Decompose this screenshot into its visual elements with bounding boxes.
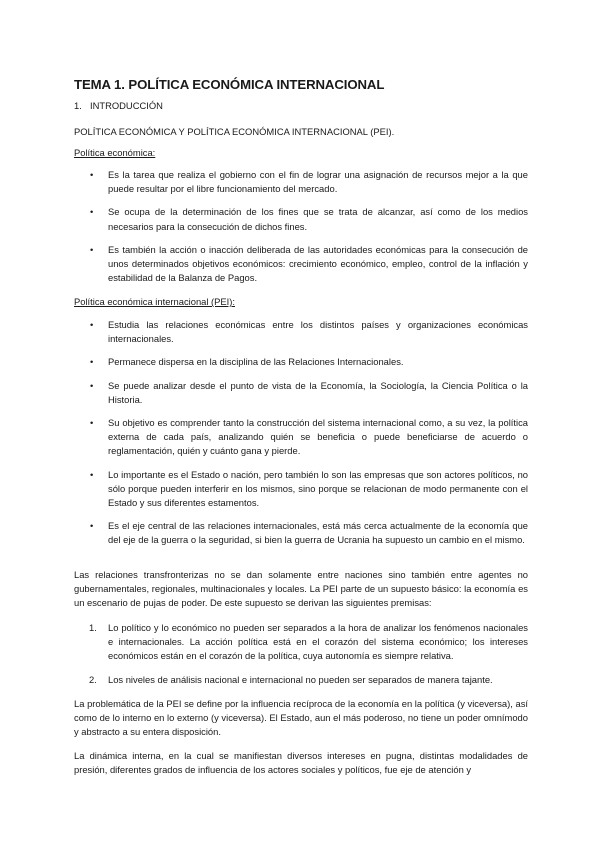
list-item: • Permanece dispersa en la disciplina de las Relaciones Internacionales. (74, 355, 528, 369)
politica-economica-list (74, 168, 528, 294)
bullet-icon: • (90, 169, 94, 180)
politica-economica-label: Política económica: (74, 147, 156, 158)
list-item: • Se puede analizar desde el punto de vista de la Economía, la Sociología, la Ciencia Política o la Historia. (90, 379, 528, 405)
premisas-list (74, 621, 528, 696)
list-item: • Su objetivo es comprender tanto la construcción del sistema internacional como, a su vez, la política externa de cada país, analizando quién se beneficia o puede beneficiarse de acuerdo o reglamentación, quién y cuánto gana y pierde. (90, 417, 528, 457)
paragraph-relaciones: Las relaciones transfronterizas no se dan solamente entre naciones sino también entre agentes no gubernamentales, regionales, multinacionales y locales. La PEI parte de un supuesto básico: la economía es un escenario de pujas de poder. De este supuesto se derivan las siguientes premisas: (74, 569, 528, 609)
bullet-icon: • (90, 356, 94, 368)
section-label: INTRODUCCIÓN (90, 100, 163, 111)
section-heading (74, 100, 163, 111)
bullet-icon: • (90, 468, 94, 480)
pei-list (74, 318, 528, 557)
list-number: 2. (89, 673, 97, 685)
bullet-icon: • (90, 319, 94, 330)
pei-label: Política económica internacional (PEI): (74, 296, 236, 307)
bullet-icon: • (90, 520, 94, 532)
list-item: • Lo importante es el Estado o nación, pero también lo son las empresas que son actores políticos, no sólo porque pueden interferir en los mismos, sino porque se relacionan de modo permanente con el Estado y sus diferentes estamentos. (90, 468, 528, 509)
section-number: 1. (74, 100, 82, 111)
subheading: POLÍTICA ECONÓMICA Y POLÍTICA ECONÓMICA INTERNACIONAL (PEI). (74, 126, 395, 137)
list-item: • Es el eje central de las relaciones internacionales, está más cerca actualmente de la economía que del eje de la guerra o la seguridad, si bien la guerra de Ucrania ha supuesto un cambio en el mismo. (90, 520, 528, 546)
bullet-icon: • (90, 417, 94, 429)
list-item: • Es la tarea que realiza el gobierno con el fin de lograr una asignación de recursos mejor a la que puede resultar por el libre funcionamiento del mercado. (90, 169, 528, 195)
document-title: TEMA 1. POLÍTICA ECONÓMICA INTERNACIONAL (74, 77, 385, 92)
list-item: 2. Los niveles de análisis nacional e internacional no pueden ser separados de manera tajante. (74, 673, 528, 687)
list-item: • Se ocupa de la determinación de los fines que se trata de alcanzar, así como de los medios necesarios para la consecución de dichos fines. (90, 206, 528, 232)
list-item: • Es también la acción o inacción deliberada de las autoridades económicas para la consecución de unos determinados objetivos económicos: crecimiento económico, empleo, control de la inflación y estabilidad de la Balanza de Pagos. (90, 243, 528, 284)
paragraph-problematica: La problemática de la PEI se define por la influencia recíproca de la economía en la política (y viceversa), así como de lo interno en lo externo (y viceversa). El Estado, aun el más poderoso, no tiene un poder omnímodo y abstracto a su entera disposición. (74, 698, 528, 738)
bullet-icon: • (90, 206, 94, 218)
list-item: 1. Lo político y lo económico no pueden ser separados a la hora de analizar los fenómenos nacionales e internacionales. La acción política está en el corazón del sistema económico; los intereses económicos están en el corazón de la política, cuya autonomía es siempre relativa. (89, 622, 528, 662)
bullet-icon: • (90, 379, 94, 391)
list-item: • Estudia las relaciones económicas entre los distintos países y organizaciones económicas internacionales. (90, 319, 528, 345)
list-number: 1. (89, 622, 97, 633)
paragraph-dinamica: La dinámica interna, en la cual se manifiestan diversos intereses en pugna, distintas modalidades de presión, diferentes grados de influencia de los actores sociales y políticos, fue eje de atención y (74, 750, 528, 776)
bullet-icon: • (90, 243, 94, 255)
